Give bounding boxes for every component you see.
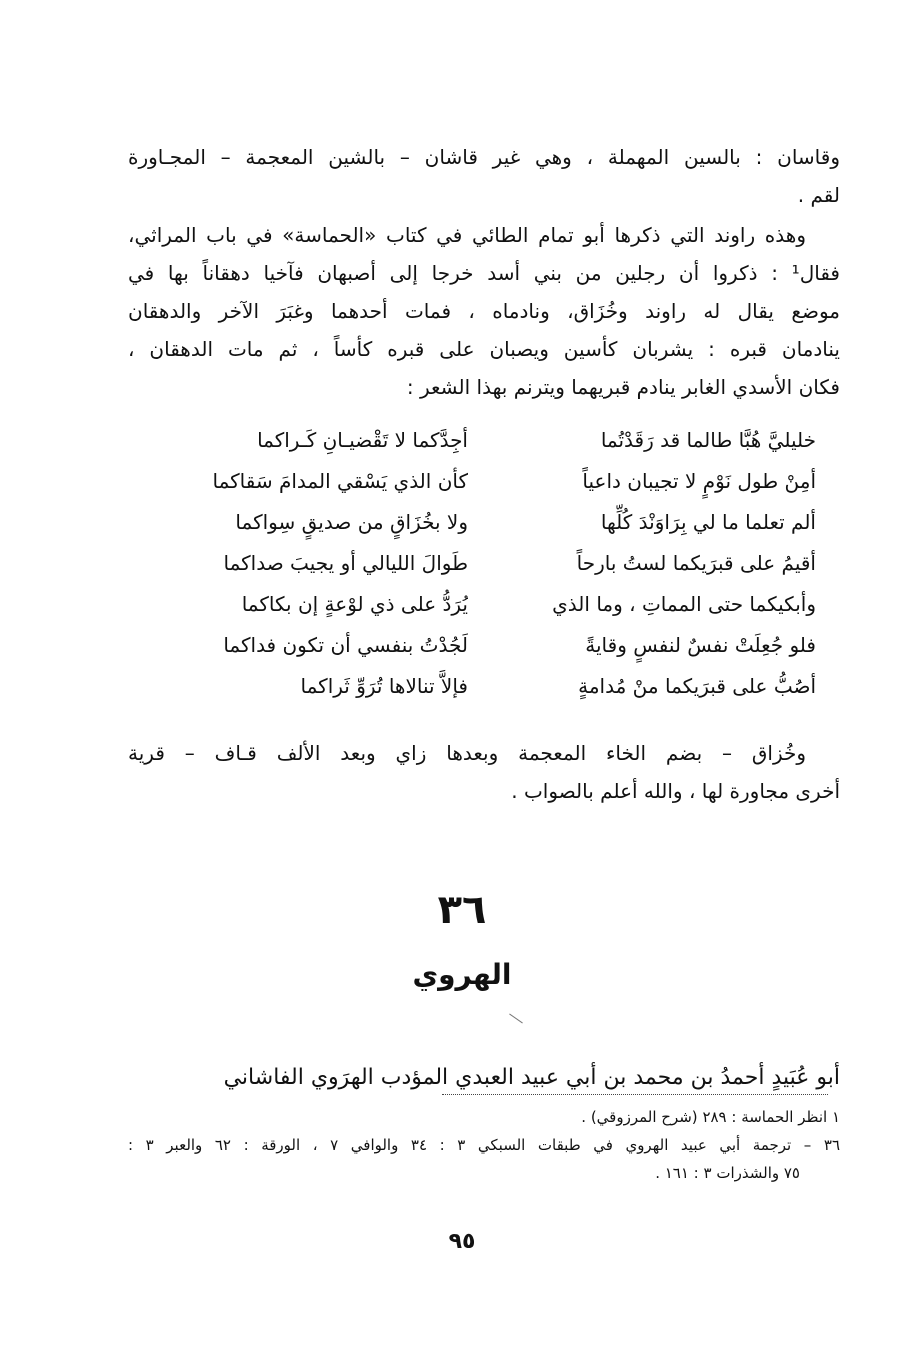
intro-paragraph-1 (128, 138, 840, 214)
poem-verse (156, 461, 816, 502)
text-line: وهذه راوند التي ذكرها أبو تمام الطائي في كتاب «الحماسة» في باب المراثي، (128, 223, 806, 247)
intro-paragraph-2 (128, 216, 840, 406)
verse-first-hemistich: خليليَّ هُبَّا طالما قد رَقَدْتُما (600, 428, 816, 452)
footnote-1: ١ انظر الحماسة : ٢٨٩ (شرح المرزوقي) . (581, 1108, 840, 1126)
after-poem-paragraph (128, 734, 840, 810)
verse-first-hemistich: أصُبُّ على قبرَيكما منْ مُدامةٍ (578, 674, 816, 698)
verse-first-hemistich: ألم تعلما ما لي بِرَاوَنْدَ كُلِّها (600, 510, 816, 534)
verse-first-hemistich: أقيمُ على قبرَيكما لستُ بارحاً (576, 551, 816, 575)
verse-second-hemistich: طَوالَ الليالي أو يجيبَ صداكما (223, 551, 468, 575)
poem-verse (156, 625, 816, 666)
verse-second-hemistich: يُرَدُّ على ذي لوْعةٍ إن بكاكما (241, 592, 468, 616)
text-line: فقال¹ : ذكروا أن رجلين من بني أسد خرجا إلى أصبهان فآخيا دهقاناً بها في (128, 261, 840, 285)
chapter-intro-line: أبو عُبَيدٍ أحمدُ بن محمد بن أبي عبيد العبدي المؤدب الهرَوي الفاشاني (223, 1065, 840, 1090)
text-line: فكان الأسدي الغابر ينادم قبريهما ويترنم بهذا الشعر : (406, 375, 840, 399)
verse-second-hemistich: كأن الذي يَسْقي المدامَ سَقاكما (212, 469, 468, 493)
verse-second-hemistich: لَجُدْتُ بنفسي أن تكون فداكما (223, 633, 468, 657)
poem-verse (156, 420, 816, 461)
verse-first-hemistich: أمِنْ طول نَوْمٍ لا تجيبان داعياً (582, 469, 816, 493)
verse-first-hemistich: فلو جُعِلَتْ نفسٌ لنفسٍ وقايةً (585, 633, 816, 657)
text-line: وقاسان : بالسين المهملة ، وهي غير قاشان – بالشين المعجمة – المجـاورة (128, 145, 840, 169)
footnote-separator (442, 1094, 828, 1095)
text-line: وخُزاق – بضم الخاء المعجمة وبعدها زاي وبعد الألف قـاف – قرية (128, 741, 806, 765)
verse-first-hemistich: وأبكيكما حتى المماتِ ، وما الذي (552, 592, 816, 616)
chapter-number: ٣٦ (437, 887, 487, 933)
page-number: ٩٥ (448, 1229, 476, 1254)
poem-verse (156, 502, 816, 543)
poem-verse (156, 543, 816, 584)
text-line: لقم . (797, 183, 840, 207)
poem-verse (156, 584, 816, 625)
poem (156, 420, 816, 707)
footnote-2-line-1: ٣٦ – ترجمة أبي عبيد الهروي في طبقات السبكي ٣ : ٣٤ والوافي ٧ ، الورقة : ٦٢ والعبر ٣ : (128, 1136, 840, 1154)
verse-second-hemistich: أجِدَّكما لا تَقْضيـانِ كَـراكما (257, 428, 468, 452)
poem-verse (156, 666, 816, 707)
footnotes (128, 1103, 840, 1187)
print-mark (509, 1014, 523, 1024)
verse-second-hemistich: فإلاَّ تنالاها تُرَوِّ ثَراكما (300, 674, 468, 698)
footnote-2-line-2: ٧٥ والشذرات ٣ : ١٦١ . (655, 1164, 800, 1182)
verse-second-hemistich: ولا بخُزَاقٍ من صديقٍ سِواكما (235, 510, 468, 534)
text-line: ينادمان قبره : يشربان كأسين ويصبان على قبره كأساً ، ثم مات الدهقان ، (128, 337, 840, 361)
text-line: موضع يقال له راوند وخُزَاق، ونادماه ، فمات أحدهما وغبَرَ الآخر والدهقان (128, 299, 840, 323)
text-line: أخرى مجاورة لها ، والله أعلم بالصواب . (511, 779, 840, 803)
chapter-title: الهروي (412, 958, 512, 991)
